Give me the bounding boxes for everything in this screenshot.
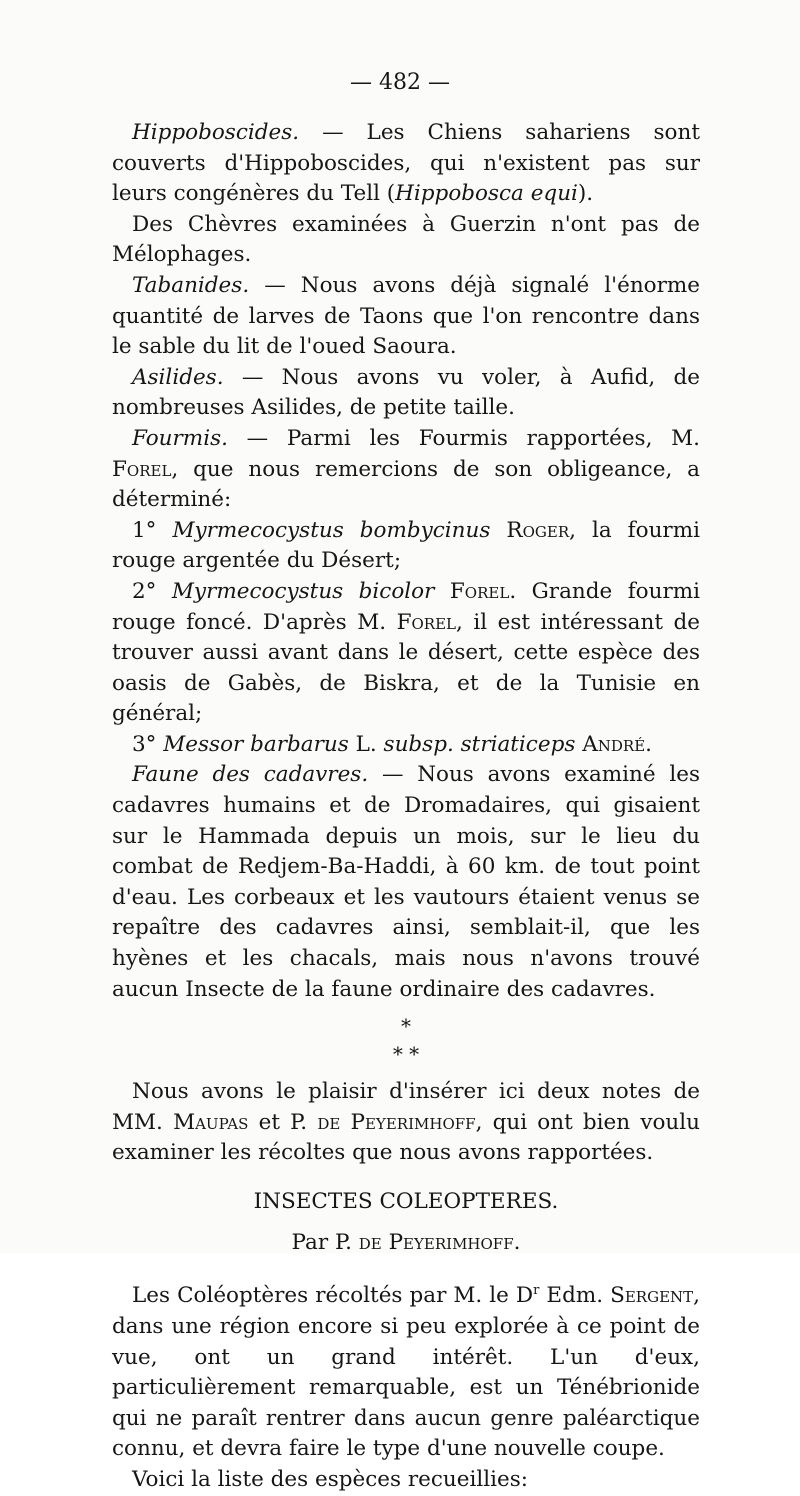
section-title: INSECTES COLEOPTERES. <box>253 1189 559 1214</box>
item-3-author: André <box>582 731 646 757</box>
byline-name: Peyerimhoff <box>388 1229 514 1255</box>
paragraph-melophages: Des Chèvres examinées à Guerzin n'ont pas de Mélophages. <box>112 211 700 268</box>
author-sergent: Sergent <box>610 1283 694 1309</box>
byline-prefix: Par P. <box>291 1229 359 1255</box>
author-forel: Forel <box>112 456 172 482</box>
text-intro-1: Nous avons le plaisir d'insérer ici deux notes de MM. <box>112 1079 700 1135</box>
separator-star-top: * <box>401 1014 411 1039</box>
author-de: de <box>317 1109 341 1135</box>
paragraph-liste: Voici la liste des espèces recueillies: <box>132 1466 528 1492</box>
item-3-text-1: L. <box>348 731 384 757</box>
paragraph-tabanides <box>112 271 700 363</box>
text-hippoboscides-1: — Les Chiens sahariens sont couverts d'Hippoboscides, qui n'existent pas sur leurs congénères du Tell ( <box>112 120 700 207</box>
item-3-species-2: subsp. striaticeps <box>383 731 576 757</box>
text-hippoboscides-2: ). <box>577 181 594 207</box>
body-text <box>112 118 700 1496</box>
byline-suffix: . <box>513 1229 521 1255</box>
label-tabanides: Tabanides. <box>132 272 250 298</box>
item-3-number: 3° <box>132 731 157 757</box>
list-item-2 <box>112 577 700 730</box>
text-tabanides: — Nous avons déjà signalé l'énorme quantité de larves de Taons que l'on rencontre dans le sable du lit de l'oued Saoura. <box>112 272 700 360</box>
author-peyerimhoff: Peyerimhoff <box>350 1109 476 1135</box>
label-faune: Faune des cadavres. <box>132 762 369 788</box>
item-3-species-1: Messor barbarus <box>163 731 349 757</box>
item-2-number: 2° <box>132 578 157 604</box>
section-byline <box>112 1228 700 1259</box>
author-maupas: Maupas <box>173 1109 249 1135</box>
item-1-number: 1° <box>132 517 157 543</box>
paragraph-fourmis <box>112 424 700 516</box>
text-faune: — Nous avons examiné les cadavres humains et de Dromadaires, qui gisaient sur le Hammada depuis un mois, sur le lieu du combat de Redjem-Ba-Haddi, à 60 km. de tout point d'eau. Les corbeaux et les vautours étaient venus se repaître des cadavres ainsi, semblait-il, que les hyènes et les chacals, mais nous n'avons trouvé aucun Insecte de la faune ordinaire des cadavres. <box>112 762 701 1002</box>
item-2-author-2: Forel <box>396 609 456 635</box>
page-number: — 482 — <box>350 70 450 95</box>
text-coleo-2: Edm. <box>539 1283 611 1309</box>
item-2-author: Forel <box>449 578 510 604</box>
text-coleo-3: , dans une région encore si peu explorée à ce point de vue, ont un grand intérêt. L'un d'eux, particulièrement remarquable, est un Ténébrionide qui ne paraît rentrer dans aucun genre paléarctique connu, et devra faire le type d'une nouvelle coupe. <box>112 1283 700 1462</box>
text-fourmis-2: , que nous remercions de son obligeance, a déterminé: <box>112 456 700 513</box>
species-hippobosca: Hippobosca equi <box>395 181 578 207</box>
text-coleo-sup: r <box>533 1283 540 1299</box>
text-fourmis-1: — Parmi les Fourmis rapportées, M. <box>227 425 700 451</box>
text-intro-3: , qui ont bien voulu examiner les récoltes que nous avons rapportées. <box>112 1109 700 1166</box>
separator-asterism <box>112 1011 700 1067</box>
item-2-species: Myrmecocystus bicolor <box>171 578 435 604</box>
separator-star-bottom: * * <box>392 1042 420 1067</box>
label-asilides: Asilides. <box>132 364 224 390</box>
paragraph-faune <box>112 760 700 1005</box>
item-1-species: Myrmecocystus bombycinus <box>172 517 491 543</box>
label-fourmis: Fourmis. <box>132 425 228 451</box>
item-3-text-2: . <box>645 731 652 757</box>
item-2-text-2: , il est intéressant de trouver aussi avant dans le désert, cette espèce des oasis de Gabès, de Biskra, et de la Tunisie en général; <box>112 609 700 727</box>
text-intro-2: et P. <box>248 1109 318 1135</box>
item-1-author: Roger <box>506 517 570 543</box>
text-asilides: — Nous avons vu voler, à Aufid, de nombreuses Asilides, de petite taille. <box>112 364 700 421</box>
byline-de: de <box>358 1229 382 1255</box>
list-item-3 <box>112 730 700 761</box>
paragraph-intro <box>112 1077 700 1169</box>
text-coleo-1: Les Coléoptères récoltés par M. le D <box>132 1283 534 1309</box>
paragraph-coleopteres <box>112 1276 700 1465</box>
paragraph-hippoboscides <box>112 118 700 210</box>
item-1-text: , la fourmi rouge argentée du Désert; <box>112 517 700 574</box>
paragraph-asilides <box>112 363 700 424</box>
item-2-text-1: . Grande fourmi rouge foncé. D'après M. <box>112 578 700 635</box>
label-hippoboscides: Hippoboscides. <box>132 120 300 145</box>
list-item-1 <box>112 516 700 577</box>
